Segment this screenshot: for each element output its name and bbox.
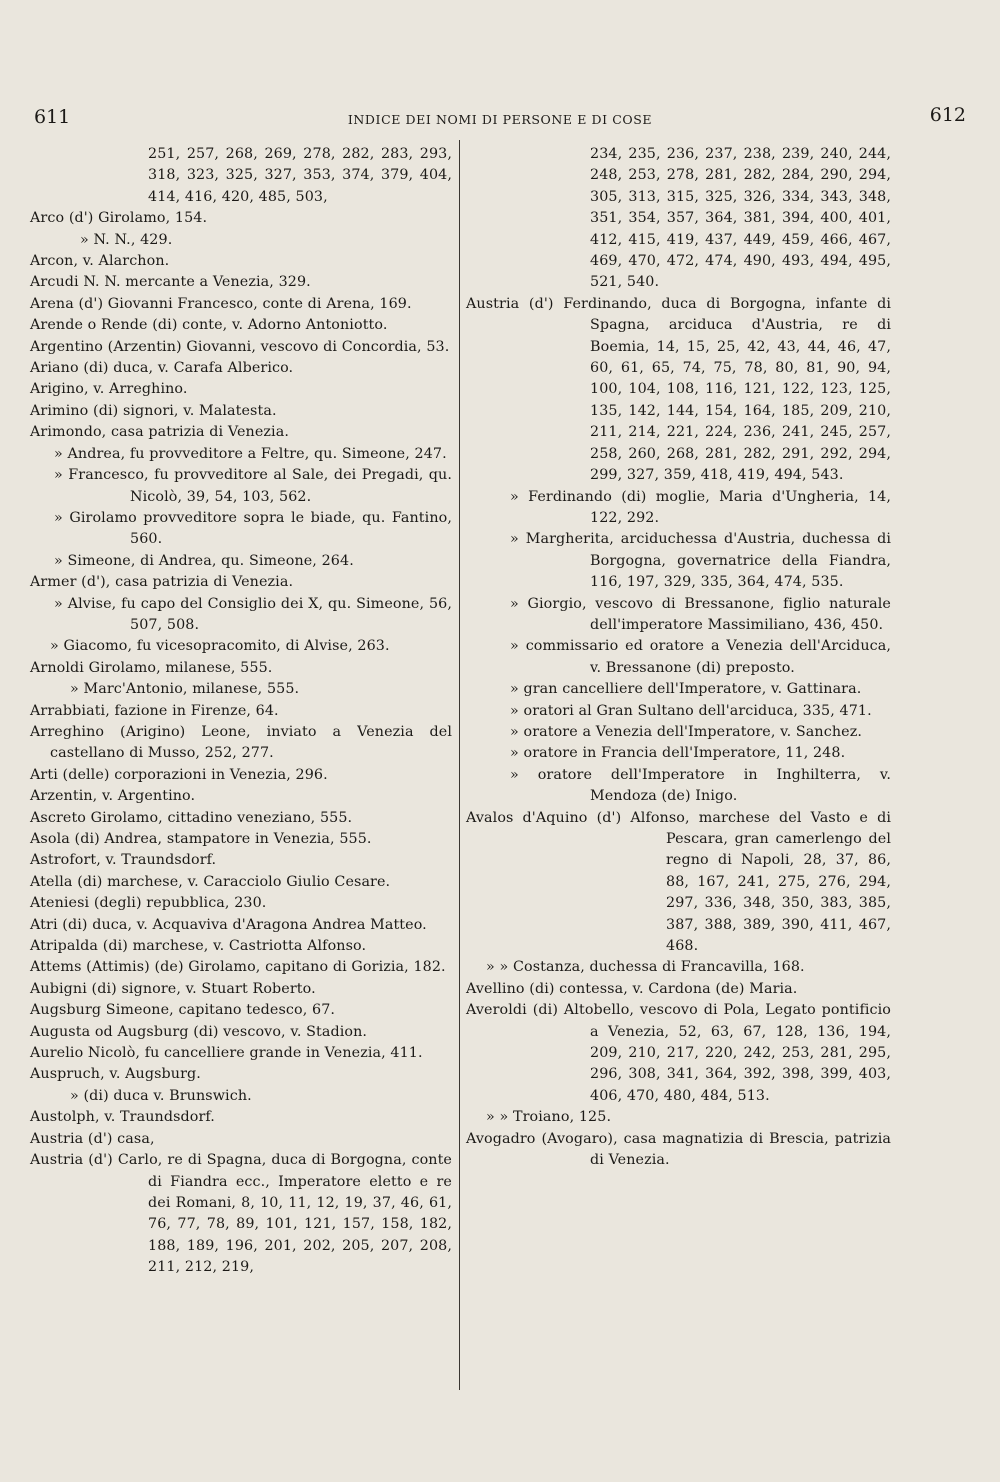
right-column — [466, 144, 891, 1392]
index-entry: Austolph, v. Traundsdorf. — [30, 1109, 215, 1126]
index-entry: Arimondo, casa patrizia di Venezia. — [30, 424, 289, 441]
index-entry: 234, 235, 236, 237, 238, 239, 240, 244, 248, 253, 278, 281, 282, 284, 290, 294, 305, 313, 315, 325, 326, 334, 343, 348, 351, 354, 357, 364, 381, 394, 400, 401, 412, 415, 419, 437, 449, 459, 466, 467, 469, 470, 472, 474, 490, 493, 494, 495, 521, 540. — [590, 146, 891, 291]
index-entry: » N. N., 429. — [80, 231, 173, 248]
index-entry: Atri (di) duca, v. Acquaviva d'Aragona Andrea Matteo. — [30, 916, 427, 933]
index-entry: Atella (di) marchese, v. Caracciolo Giulio Cesare. — [30, 873, 391, 890]
index-entry: Arreghino (Arigino) Leone, inviato a Venezia del castellano di Musso, 252, 277. — [30, 723, 452, 762]
index-entry: 251, 257, 268, 269, 278, 282, 283, 293, 318, 323, 325, 327, 353, 374, 379, 404, 414, 416, 420, 485, 503, — [148, 146, 452, 205]
index-entry: Arzentin, v. Argentino. — [30, 788, 196, 805]
index-entry: Avogadro (Avogaro), casa magnatizia di Brescia, patrizia di Venezia. — [466, 1130, 891, 1169]
index-entry: » Girolamo provveditore sopra le biade, qu. Fantino, 560. — [54, 509, 452, 548]
running-head — [30, 104, 970, 132]
index-entry: » Marc'Antonio, milanese, 555. — [70, 681, 300, 698]
index-entry: Avellino (di) contessa, v. Cardona (de) Maria. — [466, 980, 798, 997]
left-column — [30, 144, 452, 1392]
index-entry: Aurelio Nicolò, fu cancelliere grande in Venezia, 411. — [30, 1045, 423, 1062]
index-entry: » » Costanza, duchessa di Francavilla, 168. — [486, 959, 805, 976]
index-entry: » Simeone, di Andrea, qu. Simeone, 264. — [54, 552, 354, 569]
index-entry: » (di) duca v. Brunswich. — [70, 1087, 252, 1104]
index-entry: Auspruch, v. Augsburg. — [30, 1066, 201, 1083]
index-entry: Astrofort, v. Traundsdorf. — [30, 852, 217, 869]
index-entry: Augusta od Augsburg (di) vescovo, v. Stadion. — [30, 1023, 368, 1040]
index-entry: » Ferdinando (di) moglie, Maria d'Ungheria, 14, 122, 292. — [510, 488, 891, 526]
index-entry: Averoldi (di) Altobello, vescovo di Pola, Legato pontificio a Venezia, 52, 63, 67, 128, 136, 194, 209, 210, 217, 220, 242, 253, 281, 295, 296, 308, 341, 364, 392, 398, 399, 403, 406, 470, 480, 484, 513. — [466, 1002, 891, 1104]
index-entry: Arco (d') Girolamo, 154. — [30, 210, 208, 227]
running-title: INDICE DEI NOMI DI PERSONE E DI COSE — [347, 112, 653, 127]
column-divider — [459, 140, 460, 1390]
index-entry: Atripalda (di) marchese, v. Castriotta Alfonso. — [30, 938, 367, 955]
index-entry: Augsburg Simeone, capitano tedesco, 67. — [30, 1002, 336, 1019]
index-entry: Aubigni (di) signore, v. Stuart Roberto. — [30, 980, 316, 997]
index-entry: » Margherita, arciduchessa d'Austria, duchessa di Borgogna, governatrice della Fiandra, 116, 197, 329, 335, 364, 474, 535. — [510, 531, 891, 591]
index-entry: Arrabbiati, fazione in Firenze, 64. — [30, 702, 279, 719]
index-entry: » gran cancelliere dell'Imperatore, v. Gattinara. — [510, 681, 862, 698]
index-entry: Ateniesi (degli) repubblica, 230. — [30, 895, 267, 912]
index-entry: » » Troiano, 125. — [486, 1109, 612, 1126]
index-entry: Arti (delle) corporazioni in Venezia, 296. — [30, 766, 328, 783]
index-entry: » Alvise, fu capo del Consiglio dei X, qu. Simeone, 56, 507, 508. — [54, 595, 452, 633]
index-entry: Arende o Rende (di) conte, v. Adorno Antoniotto. — [30, 317, 388, 334]
index-entry: Austria (d') casa, — [30, 1130, 155, 1147]
index-entry: Arimino (di) signori, v. Malatesta. — [30, 402, 277, 419]
index-entry: Austria (d') Carlo, re di Spagna, duca di Borgogna, conte di Fiandra ecc., Imperatore eletto e re dei Romani, 8, 10, 11, 12, 19, 37, 46, 61, 76, 77, 78, 89, 101, 121, 157, 158, 182, 188, 189, 196, 201, 202, 205, 207, 208, 211, 212, 219, — [30, 1152, 452, 1276]
index-entry: » Giorgio, vescovo di Bressanone, figlio naturale dell'imperatore Massimiliano, 436, 450. — [510, 595, 891, 633]
index-entry: » oratore a Venezia dell'Imperatore, v. Sanchez. — [510, 723, 862, 740]
index-entry: Arcon, v. Alarchon. — [30, 253, 170, 270]
index-entry: Arena (d') Giovanni Francesco, conte di Arena, 169. — [30, 295, 412, 312]
index-entry: » Andrea, fu provveditore a Feltre, qu. Simeone, 247. — [54, 445, 447, 462]
page-number-right: 612 — [929, 104, 966, 126]
index-entry: Armer (d'), casa patrizia di Venezia. — [30, 574, 294, 591]
index-entry: Austria (d') Ferdinando, duca di Borgogna, infante di Spagna, arciduca d'Austria, re di Boemia, 14, 15, 25, 42, 43, 44, 46, 47, 60, 61, 65, 74, 75, 78, 80, 81, 90, 94, 100, 104, 108, 116, 121, 122, 123, 125, 135, 142, 144, 154, 164, 185, 209, 210, 211, 214, 221, 224, 236, 241, 245, 257, 258, 260, 268, 281, 282, 291, 292, 294, 299, 327, 359, 418, 419, 494, 543. — [466, 295, 891, 484]
index-entry: » Giacomo, fu vicesopracomito, di Alvise, 263. — [50, 638, 390, 655]
index-entry: Arigino, v. Arreghino. — [30, 381, 188, 398]
index-entry: » oratore in Francia dell'Imperatore, 11, 248. — [510, 745, 846, 762]
index-entry: » Francesco, fu provveditore al Sale, dei Pregadi, qu. Nicolò, 39, 54, 103, 562. — [54, 467, 452, 505]
index-entry: » commissario ed oratore a Venezia dell'Arciduca, v. Bressanone (di) preposto. — [510, 638, 891, 676]
index-entry: » oratori al Gran Sultano dell'arciduca, 335, 471. — [510, 702, 872, 719]
index-entry: Arnoldi Girolamo, milanese, 555. — [30, 659, 273, 676]
page-number-left: 611 — [34, 106, 71, 128]
index-entry: Attems (Attimis) (de) Girolamo, capitano di Gorizia, 182. — [30, 959, 446, 976]
index-entry: Argentino (Arzentin) Giovanni, vescovo di Concordia, 53. — [30, 338, 450, 355]
index-entry: Ascreto Girolamo, cittadino veneziano, 555. — [30, 809, 353, 826]
index-entry: Asola (di) Andrea, stampatore in Venezia, 555. — [30, 831, 372, 847]
index-entry: Ariano (di) duca, v. Carafa Alberico. — [30, 360, 294, 377]
index-entry: Avalos d'Aquino (d') Alfonso, marchese del Vasto e di Pescara, gran camerlengo del regno di Napoli, 28, 37, 86, 88, 167, 241, 275, 276, 294, 297, 336, 348, 350, 383, 385, 387, 388, 389, 390, 411, 467, 468. — [466, 809, 891, 955]
index-entry: Arcudi N. N. mercante a Venezia, 329. — [30, 274, 311, 291]
index-entry: » oratore dell'Imperatore in Inghilterra, v. Mendoza (de) Inigo. — [510, 766, 891, 805]
